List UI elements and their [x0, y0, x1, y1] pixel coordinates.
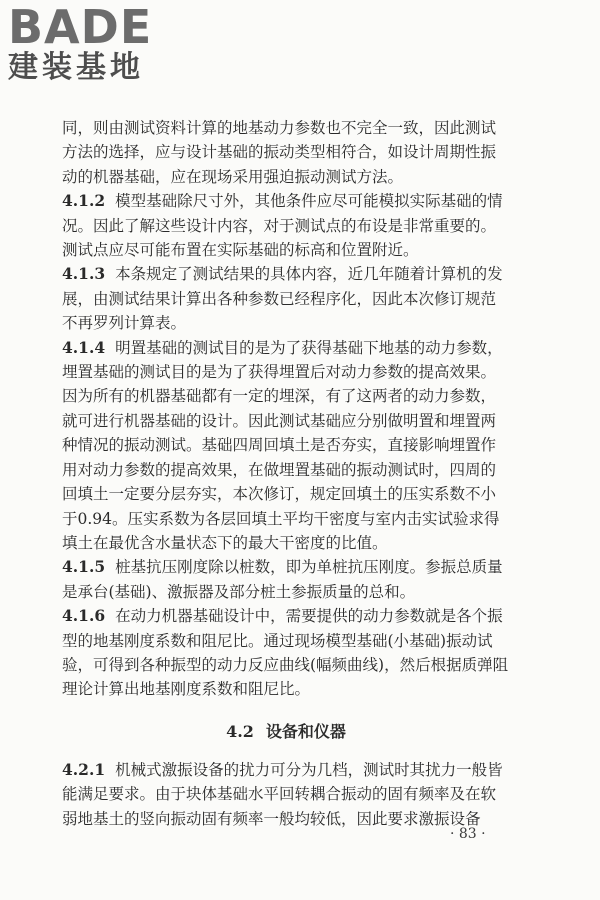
- clause-number: 4.1.2: [62, 191, 106, 211]
- clause-4-1-4: [62, 336, 510, 556]
- clause-text: 桩基抗压刚度除以桩数，即为单桩抗压刚度。参振总质量是承台(基础)、激振器及部分桩土参振质量的总和。: [62, 558, 503, 601]
- clause-text: 模型基础除尺寸外，其他条件应尽可能模拟实际基础的情况。因此了解这些设计内容，对于测试点的布设是非常重要的。测试点应尽可能布置在实际基础的标高和位置附近。: [62, 192, 503, 260]
- clause-number: 4.1.6: [62, 606, 106, 626]
- clause-number: 4.1.4: [62, 337, 106, 357]
- clause-number: 4.1.5: [62, 557, 106, 577]
- logo-subtitle: 建装基地: [8, 50, 144, 85]
- clause-text: 在动力机器基础设计中，需要提供的动力参数就是各个振型的地基刚度系数和阻尼比。通过现场模型基础(小基础)振动试验，可得到各种振型的动力反应曲线(幅频曲线)，然后根据质弹阻理论计算出地基刚度系数和阻尼比。: [62, 607, 509, 699]
- paragraph-text: 同，则由测试资料计算的地基动力参数也不完全一致，因此测试方法的选择，应与设计基础的振动类型相符合，如设计周期性振动的机器基础，应在现场采用强迫振动测试方法。: [62, 119, 497, 186]
- logo-wordmark: BADE: [8, 0, 153, 54]
- section-heading: [62, 720, 510, 744]
- page-number: · 83 ·: [450, 826, 486, 842]
- clause-4-1-3: [62, 262, 510, 335]
- clause-4-1-6: [62, 604, 510, 702]
- section-title: 设备和仪器: [265, 721, 346, 741]
- paragraph-continued: [62, 116, 510, 189]
- section-number: 4.2: [226, 721, 254, 741]
- clause-number: 4.1.3: [62, 264, 106, 284]
- clause-text: 明置基础的测试目的是为了获得基础下地基的动力参数，埋置基础的测试目的是为了获得埋置后对动力参数的提高效果。因为所有的机器基础都有一定的埋深，有了这两者的动力参数，就可进行机器基础的设计。因此测试基础应分别做明置和埋置两种情况的振动测试。基础四周回填土是否夯实，直接影响埋置作用对动力参数的提高效果，在做埋置基础的振动测试时，四周的回填土一定要分层夯实，本次修订，规定回填土的压实系数不小于0.94。压实系数为各层回填土平均干密度与室内击实试验求得填土在最优含水量状态下的最大干密度的比值。: [62, 338, 503, 552]
- clause-text: 本条规定了测试结果的具体内容，近几年随着计算机的发展，由测试结果计算出各种参数已经程序化，因此本次修订规范不再罗列计算表。: [62, 265, 503, 333]
- clause-4-2-1: [62, 758, 510, 831]
- clause-4-1-5: [62, 555, 510, 604]
- clause-4-1-2: [62, 189, 510, 262]
- clause-text: 机械式激振设备的扰力可分为几档，测试时其扰力一般皆能满足要求。由于块体基础水平回转耦合振动的固有频率及在软弱地基土的竖向振动固有频率一般均较低，因此要求激振设备: [62, 760, 503, 828]
- bade-logo: [8, 0, 178, 90]
- clause-number: 4.2.1: [62, 759, 106, 779]
- page-body: [62, 116, 510, 831]
